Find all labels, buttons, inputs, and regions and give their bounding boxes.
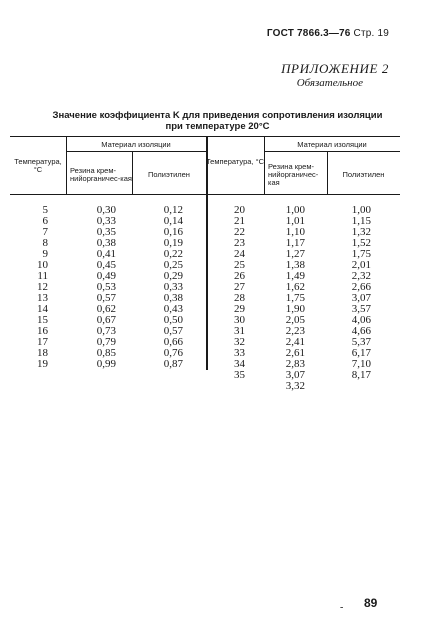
appendix-subtitle: Обязательное: [296, 77, 363, 89]
table-cell: 8,17: [351, 369, 371, 381]
table-cell: 0,87: [163, 358, 183, 370]
table-cell: 4,06: [351, 314, 371, 326]
table-cell: 0,16: [163, 226, 183, 238]
table-cell: 16: [37, 325, 48, 337]
table-cell: 0,50: [163, 314, 183, 326]
table-cell: 1,00: [285, 204, 305, 216]
table-cell: 31: [234, 325, 245, 337]
column-silicone-rubber-left: [66, 205, 116, 370]
table-cell: 0,38: [163, 292, 183, 304]
table-cell: 32: [234, 336, 245, 348]
table-cell: 0,35: [96, 226, 116, 238]
table-cell: 5: [42, 204, 48, 216]
column-polyethylene-right: [327, 205, 371, 381]
material-rule-left: [66, 151, 206, 152]
table-title: [0, 110, 435, 132]
table-cell: 0,12: [163, 204, 183, 216]
table-cell: 29: [234, 303, 245, 315]
table-title-line-1: Значение коэффициента K для приведения сопротивления изоляции: [52, 110, 383, 121]
table-cell: 4,66: [351, 325, 371, 337]
table-cell: 2,23: [285, 325, 305, 337]
header-silicone-rubber-left: Резина крем-нийорганичес-кая: [70, 166, 132, 183]
table-cell: 0,73: [96, 325, 116, 337]
table-cell: 24: [234, 248, 245, 260]
table-cell: 0,19: [163, 237, 183, 249]
table-cell: 13: [37, 292, 48, 304]
table-cell: 33: [234, 347, 245, 359]
table-cell: 14: [37, 303, 48, 315]
table-cell: 0,67: [96, 314, 116, 326]
table-cell: 1,52: [351, 237, 371, 249]
header-temperature-left: Температура, °С: [14, 157, 62, 174]
table-cell: 0,57: [163, 325, 183, 337]
table-cell: 0,45: [96, 259, 116, 271]
table-cell: 2,66: [351, 281, 371, 293]
table-cell: 1,38: [285, 259, 305, 271]
table-cell: 2,83: [285, 358, 305, 370]
running-header: [267, 28, 389, 39]
table-cell: 1,75: [351, 248, 371, 260]
column-temperature-right: [206, 205, 245, 381]
table-cell: 30: [234, 314, 245, 326]
table-cell: 6,17: [351, 347, 371, 359]
table-cell: 3,32: [285, 380, 305, 392]
table-cell: 0,30: [96, 204, 116, 216]
table-cell: 0,79: [96, 336, 116, 348]
header-polyethylene-right: Полиэтилен: [342, 170, 385, 179]
table-cell: 3,57: [351, 303, 371, 315]
table-cell: 0,38: [96, 237, 116, 249]
table-cell: 25: [234, 259, 245, 271]
table-cell: 0,29: [163, 270, 183, 282]
table-cell: 0,66: [163, 336, 183, 348]
table-cell: 7: [42, 226, 48, 238]
table-cell: 0,85: [96, 347, 116, 359]
table-cell: 26: [234, 270, 245, 282]
header-silicone-rubber-right: Резина крем-нийорганичес-кая: [268, 162, 319, 187]
table-cell: 0,43: [163, 303, 183, 315]
table-cell: 1,90: [285, 303, 305, 315]
header-material-left: Материал изоляции: [101, 140, 171, 149]
table-cell: 28: [234, 292, 245, 304]
standard-code: ГОСТ 7866.3—76: [266, 28, 351, 39]
table-cell: 3,07: [351, 292, 371, 304]
table-cell: 0,76: [163, 347, 183, 359]
table-cell: 6: [42, 215, 48, 227]
table-cell: 21: [234, 215, 245, 227]
table-cell: 3,07: [285, 369, 305, 381]
table-cell: 18: [37, 347, 48, 359]
table-cell: 1,15: [351, 215, 371, 227]
table-cell: 2,41: [285, 336, 305, 348]
header-polyethylene-left: Полиэтилен: [148, 170, 190, 179]
table-cell: 1,49: [285, 270, 305, 282]
table-cell: 12: [37, 281, 48, 293]
material-rule-right: [264, 151, 400, 152]
table-cell: 2,05: [285, 314, 305, 326]
column-temperature-left: [10, 205, 48, 370]
table-cell: 2,01: [351, 259, 371, 271]
page-number: 89: [364, 596, 378, 610]
table-cell: 34: [234, 358, 245, 370]
header-temperature-right: Температура, °С: [206, 157, 265, 166]
table-cell: 0,33: [163, 281, 183, 293]
table-title-line-2: при температуре 20°С: [165, 121, 270, 132]
page-reference: Стр. 19: [353, 28, 389, 39]
table-cell: 0,22: [163, 248, 183, 260]
table-cell: 1,27: [285, 248, 305, 260]
table-cell: 1,10: [285, 226, 305, 238]
table-cell: 1,32: [351, 226, 371, 238]
table-cell: 1,75: [285, 292, 305, 304]
table-cell: 22: [234, 226, 245, 238]
table-cell: 2,32: [351, 270, 371, 282]
table-cell: 0,62: [96, 303, 116, 315]
table-cell: 11: [37, 270, 48, 282]
table-cell: 0,57: [96, 292, 116, 304]
table-cell: 0,25: [163, 259, 183, 271]
table-cell: 23: [234, 237, 245, 249]
table-cell: 5,37: [351, 336, 371, 348]
appendix-title: ПРИЛОЖЕНИЕ 2: [281, 61, 389, 76]
table-cell: 2,61: [285, 347, 305, 359]
table-cell: 0,41: [96, 248, 116, 260]
table-cell: 0,33: [96, 215, 116, 227]
table-cell: 1,00: [351, 204, 371, 216]
table-cell: 1,17: [285, 237, 305, 249]
column-polyethylene-left: [132, 205, 183, 370]
table-cell: 35: [234, 369, 245, 381]
table-cell: 19: [37, 358, 48, 370]
header-bottom-rule: [10, 194, 400, 195]
table-cell: 0,53: [96, 281, 116, 293]
table-cell: 0,14: [163, 215, 183, 227]
table-top-rule: [10, 136, 400, 137]
table-cell: 0,49: [96, 270, 116, 282]
header-material-right: Материал изоляции: [297, 140, 367, 149]
table-cell: 1,62: [285, 281, 305, 293]
table-cell: 9: [42, 248, 48, 260]
table-cell: 20: [234, 204, 245, 216]
table-cell: 8: [42, 237, 48, 249]
table-cell: 15: [37, 314, 48, 326]
table-cell: 1,01: [285, 215, 305, 227]
table-cell: 0,99: [96, 358, 116, 370]
column-silicone-rubber-right: [264, 205, 305, 392]
footer-dash: -: [340, 602, 344, 613]
table-cell: 27: [234, 281, 245, 293]
table-cell: 7,10: [351, 358, 371, 370]
table-cell: 10: [37, 259, 48, 271]
table-cell: 17: [37, 336, 48, 348]
